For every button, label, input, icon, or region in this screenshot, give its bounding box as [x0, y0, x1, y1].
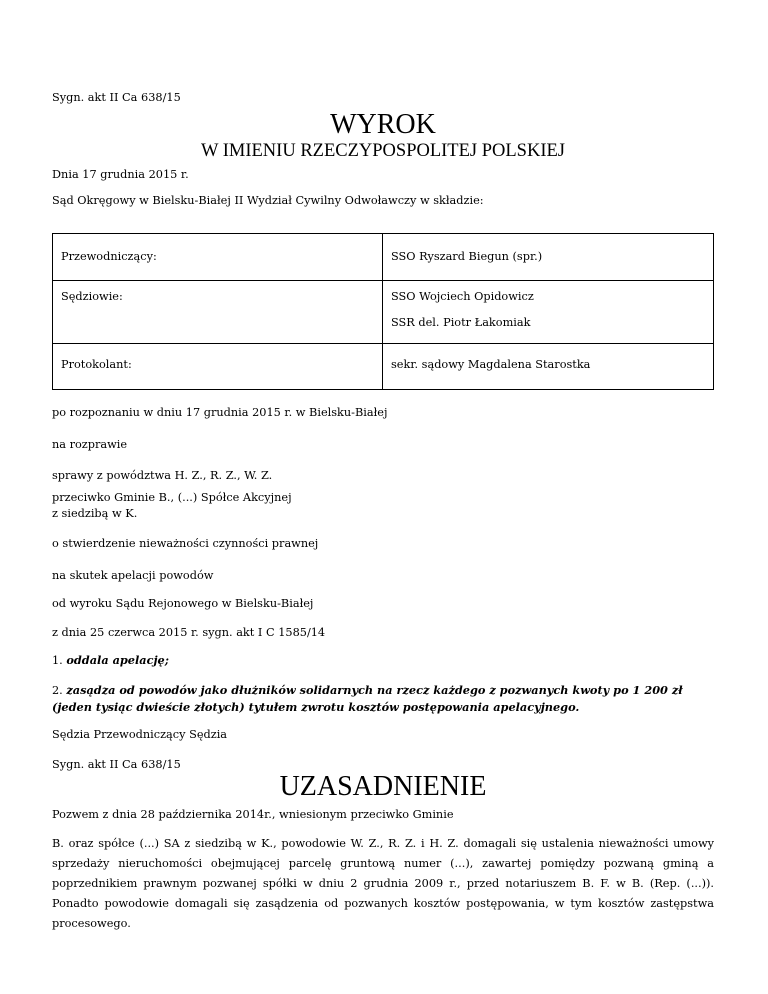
hearing-date: po rozpoznaniu w dniu 17 grudnia 2015 r. w Bielsku-Białej: [52, 406, 388, 419]
ruling-number: 1.: [52, 654, 63, 667]
plaintiffs: sprawy z powództwa H. Z., R. Z., W. Z.: [52, 469, 273, 482]
panel-name: sekr. sądowy Magdalena Starostka: [391, 358, 591, 371]
court-panel-table: [52, 233, 714, 390]
judgment-title: WYROK: [330, 109, 436, 140]
lower-court-date: z dnia 25 czerwca 2015 r. sygn. akt I C 1585/14: [52, 626, 326, 639]
panel-row-chair: [53, 234, 714, 281]
panel-row-clerk: [53, 344, 714, 390]
defendants-seat: z siedzibą w K.: [52, 507, 138, 520]
ruling-text: oddala apelację;: [66, 653, 169, 667]
panel-name: SSO Ryszard Biegun (spr.): [391, 250, 543, 263]
appeal-basis: na skutek apelacji powodów: [52, 569, 214, 582]
hearing-type: na rozprawie: [52, 438, 128, 451]
judgment-date: Dnia 17 grudnia 2015 r.: [52, 168, 189, 181]
panel-names: [383, 344, 714, 390]
panel-role-label: Przewodniczący:: [61, 250, 157, 263]
court-composition-intro: Sąd Okręgowy w Bielsku-Białej II Wydział Cywilny Odwoławczy w składzie:: [52, 194, 484, 207]
panel-name: SSR del. Piotr Łakomiak: [391, 316, 531, 329]
panel-role-label: Protokolant:: [61, 358, 132, 371]
panel-role-label: Sędziowie:: [61, 290, 123, 303]
justification-title: UZASADNIENIE: [279, 771, 487, 802]
panel-row-judges: [53, 281, 714, 344]
justification-signature: Sygn. akt II Ca 638/15: [52, 758, 181, 771]
lower-court-judgment: od wyroku Sądu Rejonowego w Bielsku-Białej: [52, 597, 314, 610]
case-signature: Sygn. akt II Ca 638/15: [52, 91, 181, 104]
panel-role: [53, 281, 383, 344]
judgment-subtitle: W IMIENIU RZECZYPOSPOLITEJ POLSKIEJ: [200, 141, 565, 161]
ruling-1: [52, 652, 169, 669]
ruling-2: [52, 682, 714, 716]
defendants: przeciwko Gminie B., (...) Spółce Akcyjnej: [52, 491, 292, 504]
subject-of-case: o stwierdzenie nieważności czynności prawnej: [52, 537, 319, 550]
ruling-number: 2.: [52, 684, 63, 697]
justification-paragraph: B. oraz spółce (...) SA z siedzibą w K., powodowie W. Z., R. Z. i H. Z. domagali się ustalenia nieważności umowy sprzedaży nieruchomości obejmującej parcelę gruntową numer (...), zawartej pomiędzy pozwaną gminą a poprzednikiem prawnym pozwanej spółki w dniu 2 grudnia 2009 r., przed notariuszem B. F. w B. (Rep. (...)). Ponadto powodowie domagali się zasądzenia od pozwanych kosztów postępowania, w tym kosztów zastępstwa procesowego.: [52, 837, 714, 930]
panel-names: [383, 281, 714, 344]
panel-names: [383, 234, 714, 281]
signatures-line: Sędzia Przewodniczący Sędzia: [52, 728, 228, 741]
justification-paragraph-intro: Pozwem z dnia 28 października 2014r., wniesionym przeciwko Gminie: [52, 808, 454, 821]
ruling-text: zasądza od powodów jako dłużników solidarnych na rzecz każdego z pozwanych kwoty po 1 200 zł (jeden tysiąc dwieście złotych) tytułem zwrotu kosztów postępowania apelacyjnego.: [52, 683, 683, 714]
panel-role: [53, 234, 383, 281]
panel-role: [53, 344, 383, 390]
panel-name: SSO Wojciech Opidowicz: [391, 290, 534, 303]
